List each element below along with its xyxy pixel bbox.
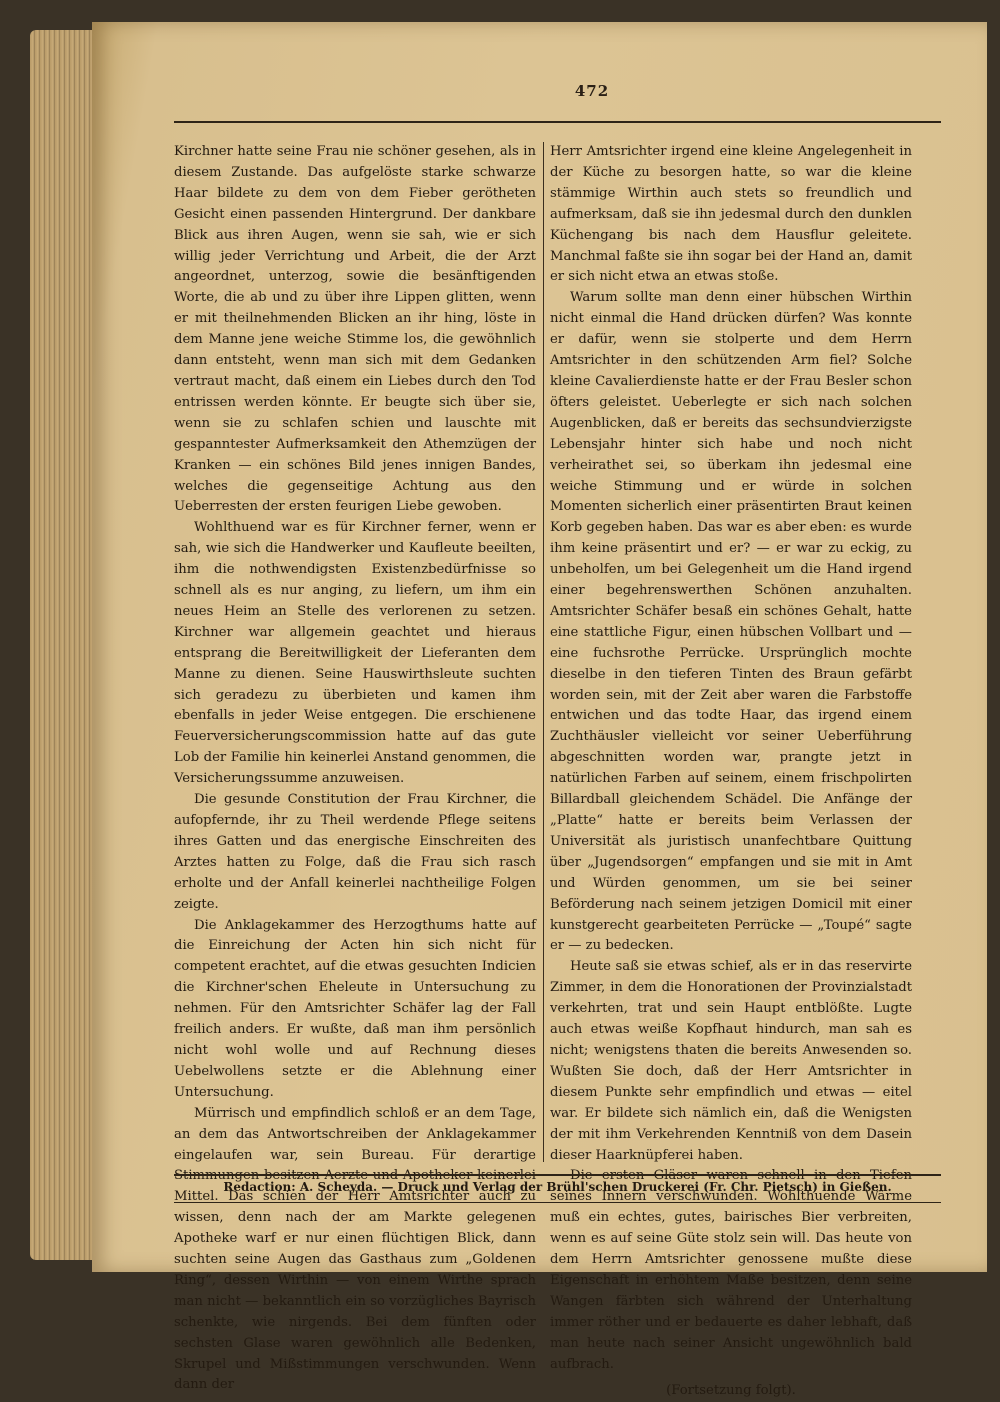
imprint: Redaction: A. Scheyda. — Druck und Verlag der Brühl'schen Druckerei (Fr. Chr. Pietsch) in Gießen. [223,1180,892,1194]
right-column [550,142,912,1402]
column-divider [543,142,544,1162]
paragraph: Herr Amtsrichter irgend eine kleine Angelegenheit in der Küche zu besorgen hatte, so war die kleine stämmige Wirthin auch stets so freundlich und aufmerksam, daß sie ihn jedesmal durch den dunklen Küchengang bis nach dem Hausflur geleitete. Manchmal faßte sie ihn sogar bei der Hand an, damit er sich nicht etwa an etwas stoße. [550,144,912,285]
paragraph: Kirchner hatte seine Frau nie schöner gesehen, als in diesem Zustande. Das aufgelöste starke schwarze Haar bildete zu dem von dem Fieber gerötheten Gesicht einen passenden Hintergrund. Der dankbare Blick aus ihren Augen, wenn sie sah, wie er sich willig jeder Verrichtung und Arbeit, die der Arzt angeordnet, unterzog, sowie die besänftigenden Worte, die ab und zu über ihre Lippen glitten, wenn er mit theilnehmenden Blicken an ihr hing, löste in dem Manne jene weiche Stimme los, die gewöhnlich dann entsteht, wenn man sich mit dem Gedanken vertraut macht, daß einem ein Liebes durch den Tod entrissen werden könnte. Er beugte sich über sie, wenn sie zu schlafen schien und lauschte mit gespanntester Aufmerksamkeit den Athemzügen der Kranken — ein schönes Bild jenes innigen Bandes, welches die gegenseitige Achtung aus den Ueberresten der ersten feurigen Liebe gewoben. [174,144,536,515]
footer-rule-bottom [174,1202,941,1203]
paragraph: Die Anklagekammer des Herzogthums hatte auf die Einreichung der Acten hin sich nicht für competent erachtet, auf die etwas gesuchten Indicien die Kirchner'schen Eheleute in Untersuchung zu nehmen. Für den Amtsrichter Schäfer lag der Fall freilich anders. Er wußte, daß man ihm persönlich nicht wohl wolle und auf Rechnung dieses Uebelwollens setzte er die Ablehnung einer Untersuchung. [174,917,536,1100]
paragraph: Die ersten Gläser waren schnell in den Tiefen seines Innern verschwunden. Wohlthuende Wärme muß ein echtes, gutes, bairisches Bier verbreiten, wenn es auf seine Güte stolz sein will. Das heute von dem Herrn Amtsrichter genossene mußte diese Eigenschaft in erhöhtem Maße besitzen, denn seine Wangen färbten sich während der Unterhaltung immer röther und er bedauerte es daher lebhaft, daß man heute nach seiner Ansicht ungewöhnlich bald aufbrach. [550,1168,912,1372]
left-column [174,142,536,1396]
paragraph: Warum sollte man denn einer hübschen Wirthin nicht einmal die Hand drücken dürfen? Was konnte er dafür, wenn sie stolperte und dem Herrn Amtsrichter in den schützenden Arm fiel? Solche kleine Cavalierdienste hatte er der Frau Besler schon öfters geleistet. Ueberlegte er sich nach solchen Augenblicken, daß er bereits das sechsundvierzigste Lebensjahr hinter sich habe und noch nicht verheirathet sei, so überkam ihn jedesmal eine weiche Stimmung und er würde in solchen Momenten sicherlich einer präsentirten Braut keinen Korb gegeben haben. Das war es aber eben: es wurde ihm keine präsentirt und er? — er war zu eckig, zu unbeholfen, um bei Gelegenheit um die Hand irgend einer begehrenswerthen Schönen anzuhalten. Amtsrichter Schäfer besaß ein schönes Gehalt, hatte eine stattliche Figur, einen hübschen Vollbart und — eine fuchsrothe Perrücke. Ursprünglich mochte dieselbe in den tieferen Tinten des Braun gefärbt worden sein, mit der Zeit aber waren die Farbstoffe entwichen und das todte Haar, das irgend einem Zuchthäusler vielleicht vor seiner Ueberführung abgeschnitten worden war, prangte jetzt in natürlichen Farben auf seinem, einem frischpolirten Billardball gleichendem Schädel. Die Anfänge der „Platte“ hatte er bereits beim Verlassen der Universität als juristisch unanfechtbare Quittung über „Jugendsorgen“ empfangen und sie mit in Amt und Würden genommen, um sie bei seiner Beförderung nach seinem jetzigen Domicil mit einer kunstgerecht gearbeiteten Perrücke — „Toupé“ sagte er — zu bedecken. [550,290,912,954]
paragraph: Mürrisch und empfindlich schloß er an dem Tage, an dem das Antwortschreiben der Anklagekammer eingelaufen war, sein Bureau. Für derartige Stimmungen besitzen Aerzte und Apotheker keinerlei Mittel. Das schien der Herr Amtsrichter auch zu wissen, denn nach der am Markte gelegenen Apotheke warf er nur einen flüchtigen Blick, dann suchten seine Augen das Gasthaus zum „Goldenen Ring“, dessen Wirthin — von einem Wirthe sprach man nicht — bekanntlich ein so vorzügliches Bayrisch schenkte, wie nirgends. Bei dem fünften oder sechsten Glase waren gewöhnlich alle Bedenken, Skrupel und Mißstimmungen verschwunden. Wenn dann der [174,1105,536,1393]
page-number: 472 [574,82,610,100]
continuation-note: (Fortsetzung folgt). [666,1383,796,1399]
header-rule [174,121,941,123]
footer-rule [174,1174,941,1176]
paragraph: Die gesunde Constitution der Frau Kirchner, die aufopfernde, ihr zu Theil werdende Pflege seitens ihres Gatten und das energische Einschreiten des Arztes hatten zu Folge, daß die Frau sich rasch erholte und der Anfall keinerlei nachtheilige Folgen zeigte. [174,792,536,912]
book-page [92,22,987,1399]
paragraph: Wohlthuend war es für Kirchner ferner, wenn er sah, wie sich die Handwerker und Kaufleute beeilten, ihm die nothwendigsten Existenzbedürfnisse so schnell als es nur anging, zu liefern, um ihm ein neues Heim an Stelle des verlorenen zu setzen. Kirchner war allgemein geachtet und hieraus entsprang die Bereitwilligkeit der Lieferanten dem Manne zu dienen. Seine Hauswirthsleute suchten sich geradezu zu überbieten und kamen ihm ebenfalls in jeder Weise entgegen. Die erschienene Feuerversicherungscommission hatte auf das gute Lob der Familie hin keinerlei Anstand genommen, die Versicherungssumme anzuweisen. [174,520,536,787]
paragraph: Heute saß sie etwas schief, als er in das reservirte Zimmer, in dem die Honorationen der Provinzialstadt verkehrten, trat und sein Haupt entblößte. Lugte auch etwas weiße Kopfhaut hindurch, man sah es nicht; wenigstens thaten die bereits Anwesenden so. Wußten Sie doch, daß der Herr Amtsrichter in diesem Punkte sehr empfindlich und etwas — eitel war. Er bildete sich nämlich ein, daß die Wenigsten der mit ihm Verkehrenden Kenntniß von dem Dasein dieser Haarknüpferei haben. [550,959,912,1163]
